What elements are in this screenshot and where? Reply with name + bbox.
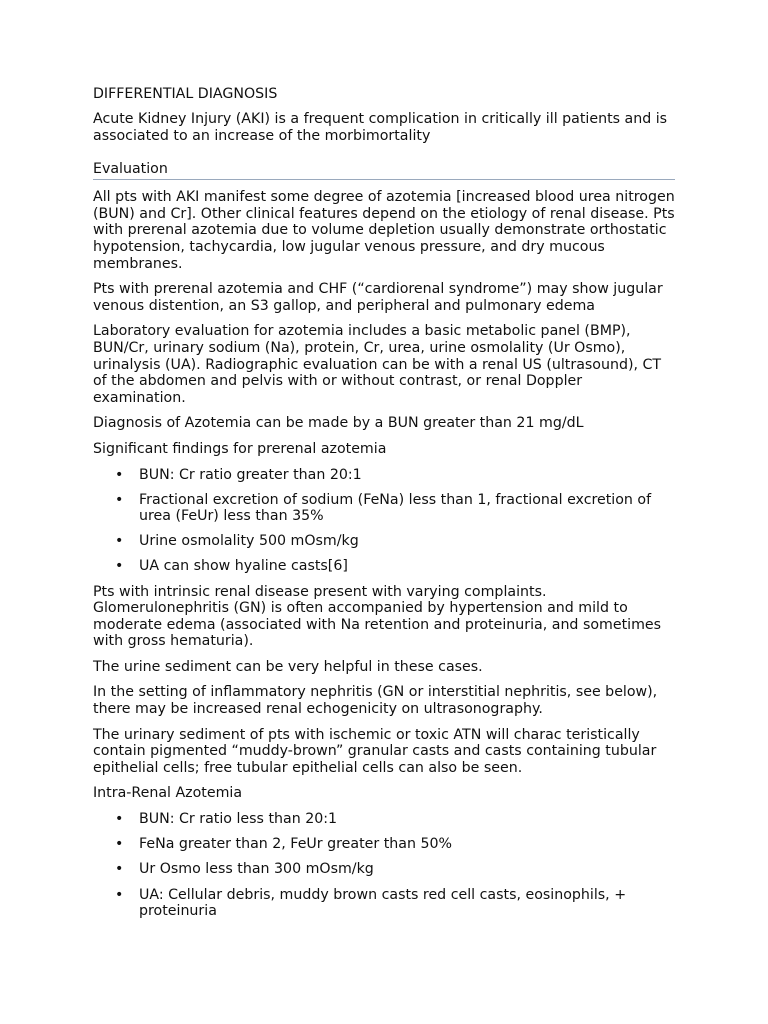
evaluation-heading: Evaluation bbox=[93, 161, 675, 180]
paragraph-bun-diagnosis: Diagnosis of Azotemia can be made by a BUN greater than 21 mg/dL bbox=[93, 415, 584, 432]
bullet-icon: • bbox=[115, 836, 124, 853]
list-item bbox=[93, 467, 675, 483]
bullet-icon: • bbox=[115, 886, 124, 903]
paragraph-lab-evaluation: Laboratory evaluation for azotemia includes a basic metabolic panel (BMP), BUN/Cr, urinary sodium (Na), protein, Cr, urea, urine osmolality (Ur Osmo), urinalysis (UA). Radiographic evaluation can be with a renal US (ultrasound), CT of the abdomen and pelvis with or without contrast, or renal Doppler examination. bbox=[93, 323, 662, 406]
paragraph-prerenal-heading: Significant findings for prerenal azotemia bbox=[93, 440, 387, 457]
list-item-text: UA can show hyaline casts[6] bbox=[139, 558, 348, 575]
bullet-icon: • bbox=[115, 533, 124, 550]
bullet-icon: • bbox=[115, 861, 124, 878]
paragraph-inflammatory-nephritis: In the setting of inflammatory nephritis (GN or interstitial nephritis, see below), there may be increased renal echogenicity on ultrasonography. bbox=[93, 684, 658, 718]
bullet-icon: • bbox=[115, 811, 124, 828]
list-item bbox=[93, 492, 675, 524]
list-item-text: Urine osmolality 500 mOsm/kg bbox=[139, 533, 359, 550]
list-item-text: Ur Osmo less than 300 mOsm/kg bbox=[139, 861, 374, 878]
paragraph-intrinsic-renal: Pts with intrinsic renal disease present with varying complaints. Glomerulonephritis (GN) is often accompanied by hypertension and mild to moderate edema (associated with Na retention and proteinuria, and sometimes with gross hematuria). bbox=[93, 583, 662, 650]
list-item-text: UA: Cellular debris, muddy brown casts red cell casts, eosinophils, + proteinuria bbox=[139, 886, 627, 919]
list-item bbox=[93, 861, 675, 877]
bullet-icon: • bbox=[115, 466, 124, 483]
document-page bbox=[93, 86, 675, 928]
document-title: DIFFERENTIAL DIAGNOSIS bbox=[93, 86, 278, 102]
paragraph-azotemia-overview: All pts with AKI manifest some degree of azotemia [increased blood urea nitrogen (BUN) and Cr]. Other clinical features depend on the etiology of renal disease. Pts with prerenal azotemia due to volume depletion usually demonstrate orthostatic hypotension, tachycardia, low jugular venous pressure, and dry mucous membranes. bbox=[93, 189, 675, 272]
list-item bbox=[93, 558, 675, 574]
paragraph-cardiorenal: Pts with prerenal azotemia and CHF (“cardiorenal syndrome”) may show jugular venous distention, an S3 gallop, and peripheral and pulmonary edema bbox=[93, 281, 663, 314]
intro-paragraph: Acute Kidney Injury (AKI) is a frequent complication in critically ill patients and is associated to an increase of the morbimortality bbox=[93, 111, 668, 144]
list-item-text: BUN: Cr ratio less than 20:1 bbox=[139, 811, 338, 828]
list-item-text: Fractional excretion of sodium (FeNa) less than 1, fractional excretion of urea (FeUr) less than 35% bbox=[139, 491, 652, 524]
list-item bbox=[93, 533, 675, 549]
list-item-text: BUN: Cr ratio greater than 20:1 bbox=[139, 466, 362, 483]
paragraph-intrarenal-heading: Intra-Renal Azotemia bbox=[93, 785, 243, 802]
list-item bbox=[93, 836, 675, 852]
bullet-icon: • bbox=[115, 491, 124, 508]
intrarenal-findings-list bbox=[93, 811, 675, 919]
prerenal-findings-list bbox=[93, 467, 675, 575]
paragraph-atn-sediment: The urinary sediment of pts with ischemic or toxic ATN will charac teristically contain pigmented “muddy-brown” granular casts and casts containing tubular epithelial cells; free tubular epithelial cells can also be seen. bbox=[93, 726, 657, 776]
list-item bbox=[93, 887, 675, 919]
list-item-text: FeNa greater than 2, FeUr greater than 50% bbox=[139, 836, 453, 853]
bullet-icon: • bbox=[115, 558, 124, 575]
paragraph-urine-sediment: The urine sediment can be very helpful in these cases. bbox=[93, 658, 483, 675]
list-item bbox=[93, 811, 675, 827]
